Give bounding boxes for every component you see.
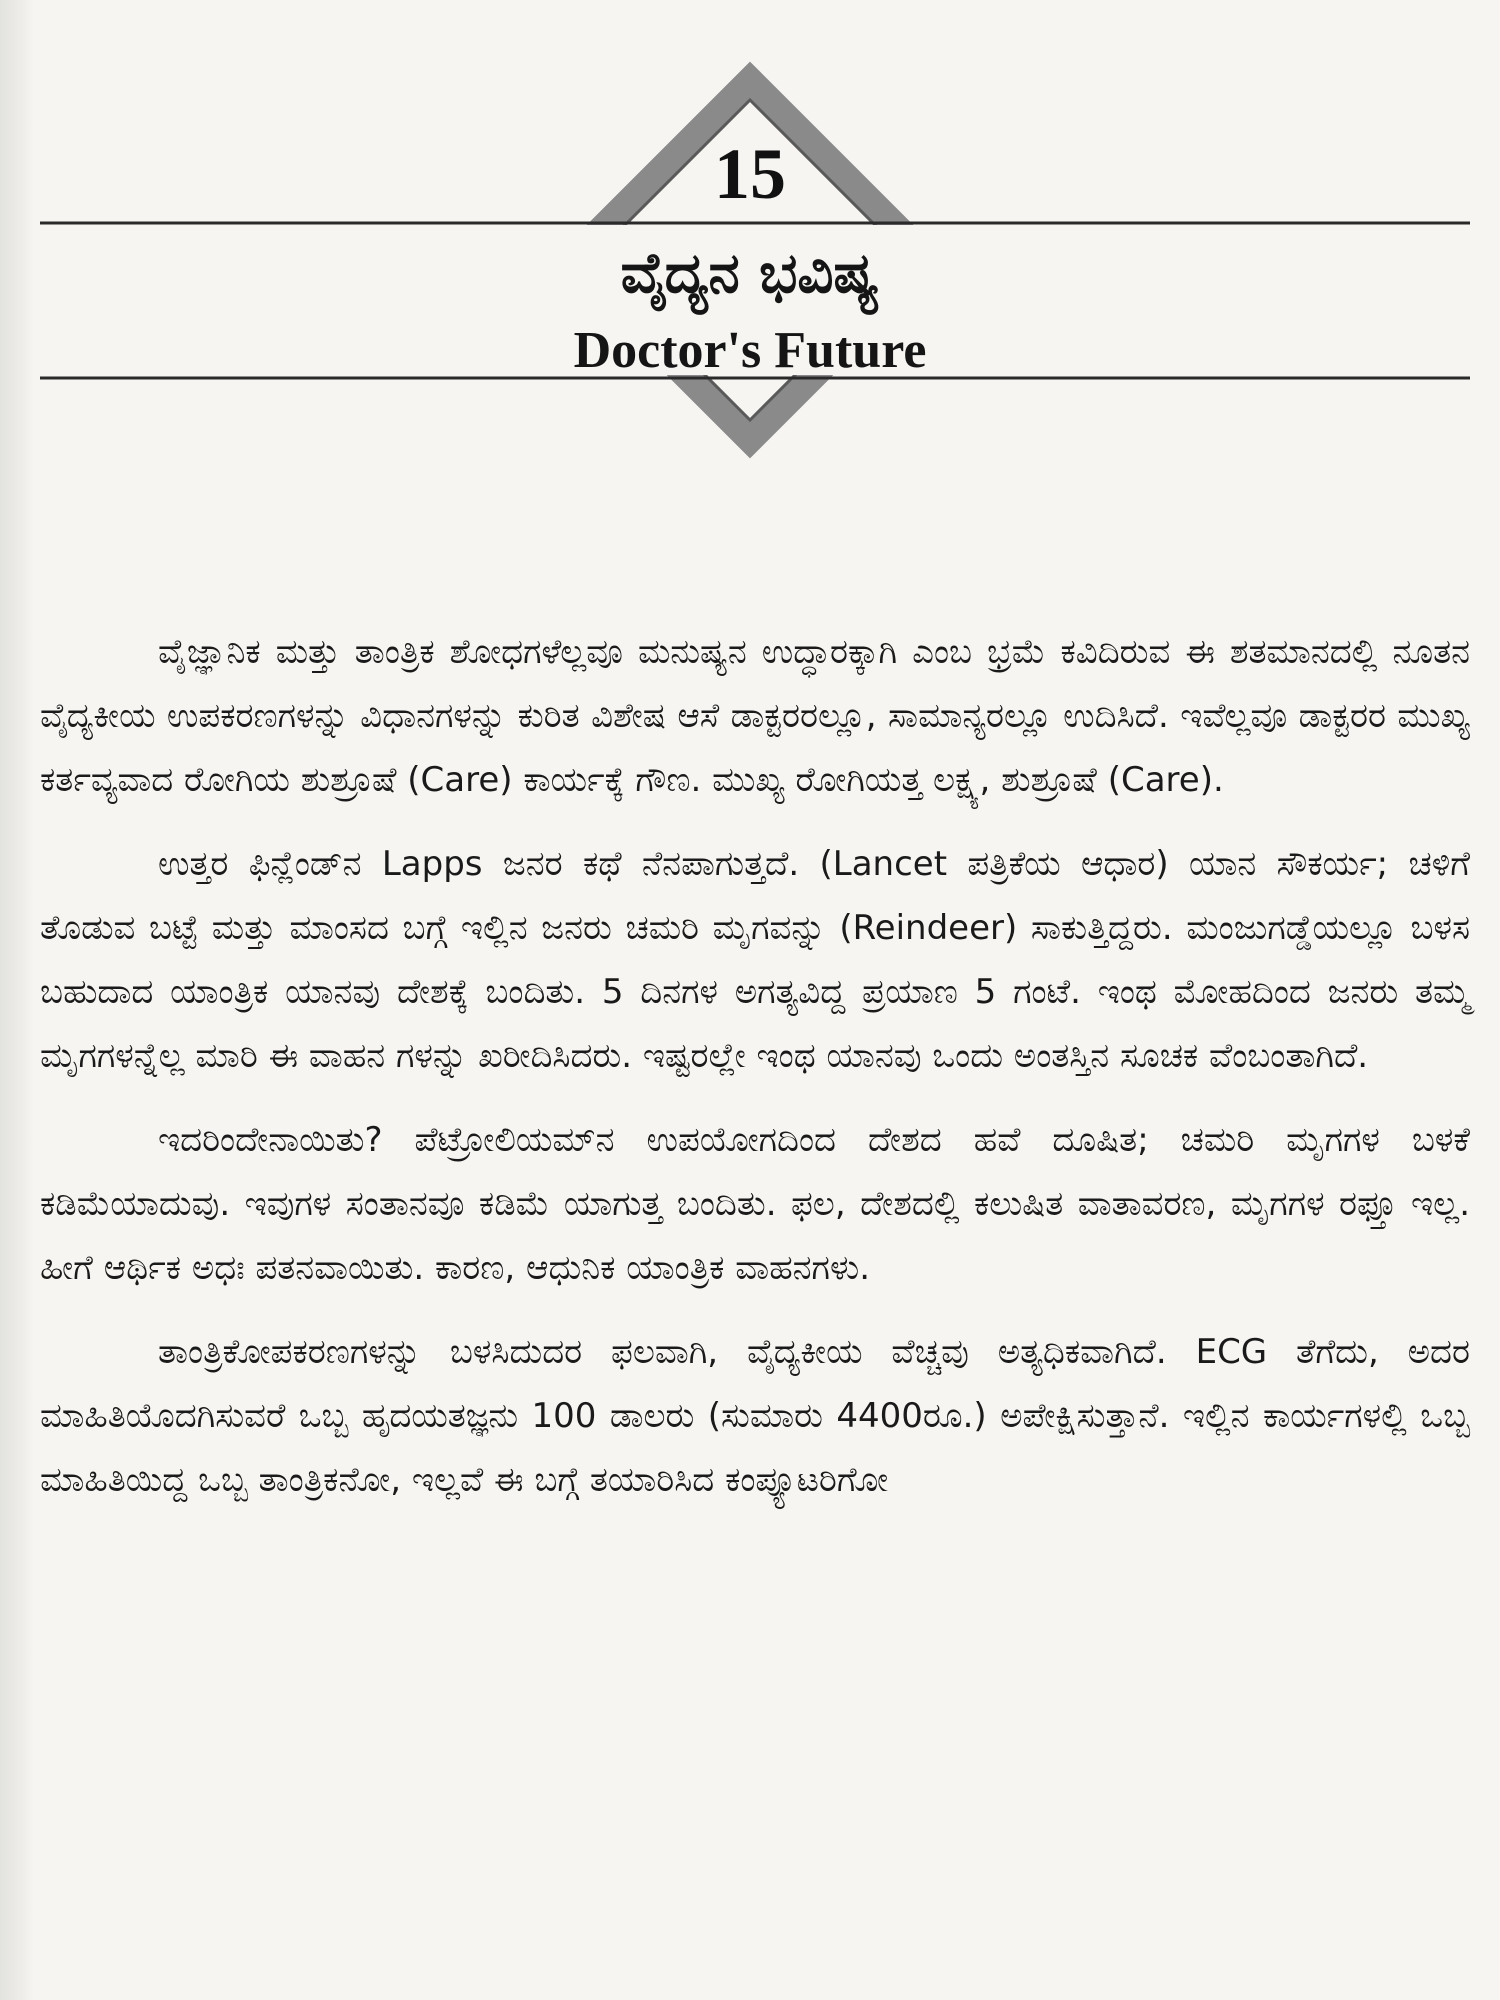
chapter-title-kannada: ವೈದ್ಯನ ಭವಿಷ್ಯ <box>620 241 880 306</box>
paragraph-1: ವೈಜ್ಞಾನಿಕ ಮತ್ತು ತಾಂತ್ರಿಕ ಶೋಧಗಳೆಲ್ಲವೂ ಮನುಷ್ಯನ ಉದ್ಧಾರಕ್ಕಾಗಿ ಎಂಬ ಭ್ರಮೆ ಕವಿದಿರುವ ಈ ಶತಮಾನದಲ್ಲಿ ನೂತನ ವೈದ್ಯಕೀಯ ಉಪಕರಣಗಳನ್ನು ವಿಧಾನಗಳನ್ನು ಕುರಿತ ವಿಶೇಷ ಆಸೆ ಡಾಕ್ಟರರಲ್ಲೂ, ಸಾಮಾನ್ಯರಲ್ಲೂ ಉದಿಸಿದೆ. ಇವೆಲ್ಲವೂ ಡಾಕ್ಟರರ ಮುಖ್ಯ ಕರ್ತವ್ಯವಾದ ರೋಗಿಯ ಶುಶ್ರೂಷೆ (Care) ಕಾರ್ಯಕ್ಕೆ ಗೌಣ. ಮುಖ್ಯ ರೋಗಿಯತ್ತ ಲಕ್ಷ್ಯ, ಶುಶ್ರೂಷೆ (Care). <box>40 632 1470 800</box>
chapter-number: 15 <box>714 134 786 214</box>
paragraph-2: ಉತ್ತರ ಫಿನ್ಲೆಂಡ್‌ನ Lapps ಜನರ ಕಥೆ ನೆನಪಾಗುತ್ತದೆ. (Lancet ಪತ್ರಿಕೆಯ ಆಧಾರ) ಯಾನ ಸೌಕರ್ಯ; ಚಳಿಗೆ ತೊಡುವ ಬಟ್ಟೆ ಮತ್ತು ಮಾಂಸದ ಬಗ್ಗೆ ಇಲ್ಲಿನ ಜನರು ಚಮರಿ ಮೃಗವನ್ನು (Reindeer) ಸಾಕುತ್ತಿದ್ದರು. ಮಂಜುಗಡ್ಡೆಯಲ್ಲೂ ಬಳಸ ಬಹುದಾದ ಯಾಂತ್ರಿಕ ಯಾನವು ದೇಶಕ್ಕೆ ಬಂದಿತು. 5 ದಿನಗಳ ಅಗತ್ಯವಿದ್ದ ಪ್ರಯಾಣ 5 ಗಂಟೆ. ಇಂಥ ಮೋಹದಿಂದ ಜನರು ತಮ್ಮ ಮೃಗಗಳನ್ನೆಲ್ಲ ಮಾರಿ ಈ ವಾಹನ ಗಳನ್ನು ಖರೀದಿಸಿದರು. ಇಷ್ಟರಲ್ಲೇ ಇಂಥ ಯಾನವು ಒಂದು ಅಂತಸ್ತಿನ ಸೂಚಕ ವೆಂಬಂತಾಗಿದೆ. <box>40 844 1470 1076</box>
paragraph-3: ಇದರಿಂದೇನಾಯಿತು? ಪೆಟ್ರೋಲಿಯಮ್‌ನ ಉಪಯೋಗದಿಂದ ದೇಶದ ಹವೆ ದೂಷಿತ; ಚಮರಿ ಮೃಗಗಳ ಬಳಕೆ ಕಡಿಮೆಯಾದುವು. ಇವುಗಳ ಸಂತಾನವೂ ಕಡಿಮೆ ಯಾಗುತ್ತ ಬಂದಿತು. ಫಲ, ದೇಶದಲ್ಲಿ ಕಲುಷಿತ ವಾತಾವರಣ, ಮೃಗಗಳ ರಫ್ತೂ ಇಲ್ಲ. ಹೀಗೆ ಆರ್ಥಿಕ ಅಧಃ ಪತನವಾಯಿತು. ಕಾರಣ, ಆಧುನಿಕ ಯಾಂತ್ರಿಕ ವಾಹನಗಳು. <box>40 1120 1470 1288</box>
chapter-header <box>0 60 1500 460</box>
paragraph-4: ತಾಂತ್ರಿಕೋಪಕರಣಗಳನ್ನು ಬಳಸಿದುದರ ಫಲವಾಗಿ, ವೈದ್ಯಕೀಯ ವೆಚ್ಚವು ಅತ್ಯಧಿಕವಾಗಿದೆ. ECG ತೆಗೆದು, ಅದರ ಮಾಹಿತಿಯೊದಗಿಸುವರೆ ಒಬ್ಬ ಹೃದಯತಜ್ಞನು 100 ಡಾಲರು (ಸುಮಾರು 4400ರೂ.) ಅಪೇಕ್ಷಿಸುತ್ತಾನೆ. ಇಲ್ಲಿನ ಕಾರ್ಯಗಳಲ್ಲಿ ಒಬ್ಬ ಮಾಹಿತಿಯಿದ್ದ ಒಬ್ಬ ತಾಂತ್ರಿಕನೋ, ಇಲ್ಲವೆ ಈ ಬಗ್ಗೆ ತಯಾರಿಸಿದ ಕಂಪ್ಯೂಟರಿಗೋ <box>40 1332 1470 1500</box>
chapter-body <box>40 620 1470 1532</box>
chapter-title-english: Doctor's Future <box>573 322 927 379</box>
